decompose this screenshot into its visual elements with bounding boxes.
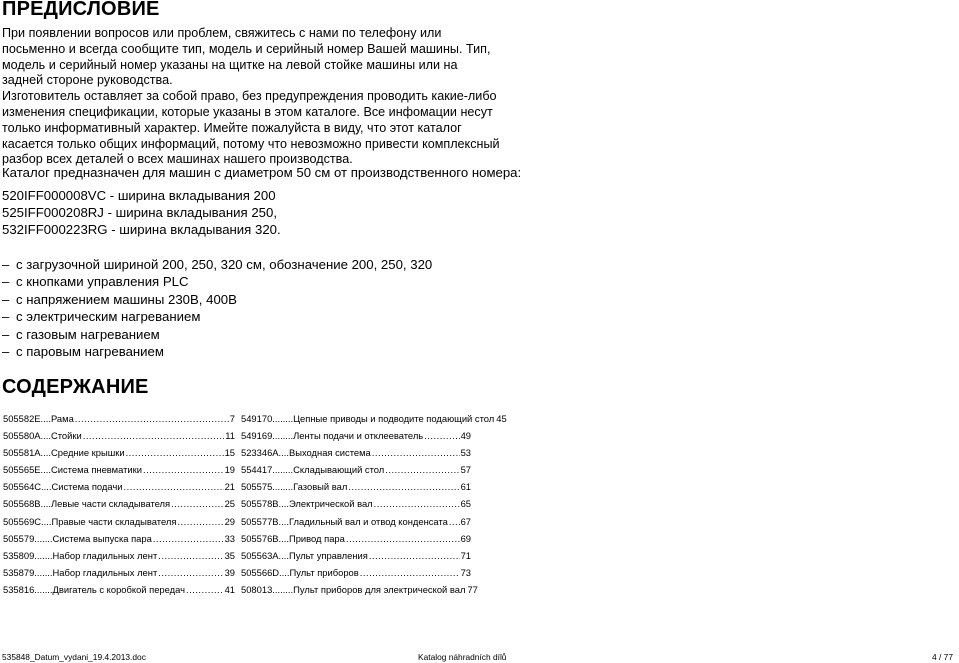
toc-entry-leader bbox=[153, 530, 224, 547]
toc-entry-page: 67 bbox=[460, 515, 471, 527]
toc-entry-page: 11 bbox=[225, 430, 235, 442]
toc-entry-leader bbox=[124, 478, 224, 495]
toc-entry-leader bbox=[346, 530, 460, 547]
intro-paragraph-contact: При появлении вопросов или проблем, свяжитесь с нами по телефону или посьменно и всегда сообщите тип, модель и серийный номер Вашей машины. Тип, модель и серийный номер указаны на щитке на левой стойке машины или на задней стороне руководства. bbox=[2, 26, 491, 88]
toc-entry-code: 508013........ bbox=[241, 583, 294, 595]
toc-entry[interactable] bbox=[241, 547, 471, 564]
toc-entry[interactable] bbox=[3, 427, 235, 444]
toc-entry-page: 29 bbox=[224, 515, 235, 527]
toc-entry-code: 549169........ bbox=[241, 430, 294, 442]
toc-entry-code: 505576B.... bbox=[241, 532, 289, 544]
toc-entry-code: 505575........ bbox=[241, 481, 294, 493]
toc-entry[interactable] bbox=[241, 564, 471, 581]
toc-entry-page: 15 bbox=[224, 447, 235, 459]
toc-entry[interactable] bbox=[241, 513, 471, 530]
model-item: 532IFF000223RG - ширина вкладывания 320. bbox=[2, 222, 281, 237]
toc-entry-title: Система подачи bbox=[51, 481, 123, 493]
toc-entry[interactable] bbox=[241, 581, 478, 598]
toc-entry[interactable] bbox=[3, 547, 235, 564]
toc-entry-title: Левые части складывателя bbox=[50, 498, 171, 510]
toc-entry-page: 73 bbox=[460, 566, 471, 578]
toc-entry-code: 505569C.... bbox=[3, 515, 52, 527]
toc-entry[interactable] bbox=[3, 495, 235, 512]
toc-entry-title: Набор гладильных лент bbox=[52, 549, 158, 561]
dash-bullet: – bbox=[2, 257, 10, 272]
toc-entry-code: 505577B.... bbox=[241, 515, 289, 527]
toc-entry-leader bbox=[374, 495, 460, 512]
toc-entry-page: 25 bbox=[224, 498, 235, 510]
toc-entry-leader bbox=[158, 564, 223, 581]
toc-entry-code: 505580A.... bbox=[3, 430, 51, 442]
toc-entry-code: 554417........ bbox=[241, 464, 294, 476]
toc-entry-leader bbox=[424, 427, 459, 444]
toc-column-right bbox=[241, 410, 507, 598]
model-item: 520IFF000008VC - ширина вкладывания 200 bbox=[2, 188, 276, 203]
toc-entry-page: 53 bbox=[460, 447, 471, 459]
toc-entry[interactable] bbox=[241, 478, 471, 495]
toc-entry-page: 41 bbox=[224, 583, 235, 595]
feature-item bbox=[2, 308, 522, 325]
toc-entry-title: Пульт управления bbox=[288, 549, 368, 561]
dash-bullet: – bbox=[2, 274, 10, 290]
toc-entry-code: 549170........ bbox=[241, 413, 294, 424]
dash-bullet: – bbox=[2, 309, 10, 325]
dash-bullet: – bbox=[2, 326, 10, 342]
toc-entry[interactable] bbox=[241, 410, 507, 427]
feature-item bbox=[2, 256, 522, 273]
toc-entry-leader bbox=[369, 547, 460, 564]
feature-text: с газовым нагреванием bbox=[16, 326, 160, 342]
toc-entry-page: 39 bbox=[224, 566, 235, 578]
feature-item bbox=[2, 273, 522, 290]
toc-entry-title: Рама bbox=[50, 413, 74, 424]
toc-entry[interactable] bbox=[3, 444, 235, 461]
toc-entry-leader bbox=[372, 444, 460, 461]
model-list bbox=[2, 187, 522, 238]
toc-entry-leader bbox=[360, 564, 460, 581]
feature-text: с загрузочной шириной 200, 250, 320 см, обозначение 200, 250, 320 bbox=[16, 257, 433, 272]
page-title-preface: ПРЕДИСЛОВИЕ bbox=[2, 0, 160, 20]
toc-entry-leader bbox=[186, 581, 224, 598]
catalog-scope bbox=[2, 164, 522, 238]
toc-entry-page: 35 bbox=[224, 549, 235, 561]
toc-entry-page: 77 bbox=[467, 583, 478, 595]
toc-entry-page: 45 bbox=[496, 413, 507, 424]
toc-entry-page: 19 bbox=[224, 464, 235, 476]
footer-page-number: 4 / 77 bbox=[932, 652, 953, 662]
toc-entry-code: 523346A.... bbox=[241, 447, 289, 459]
toc-entry-title: Гладильный вал и отвод конденсата bbox=[288, 515, 448, 527]
toc-entry[interactable] bbox=[3, 513, 235, 530]
toc-entry[interactable] bbox=[241, 444, 471, 461]
toc-entry-leader bbox=[83, 427, 225, 444]
toc-entry[interactable] bbox=[3, 478, 235, 495]
toc-entry-title: Пульт приборов для электрической вал bbox=[293, 583, 466, 595]
toc-entry-code: 535816....... bbox=[3, 583, 53, 595]
contents-heading: СОДЕРЖАНИЕ bbox=[2, 376, 149, 398]
toc-entry[interactable] bbox=[241, 461, 471, 478]
toc-entry-page: 61 bbox=[460, 481, 471, 493]
feature-list bbox=[2, 256, 522, 360]
toc-entry-page: 33 bbox=[224, 532, 235, 544]
model-item: 525IFF000208RJ - ширина вкладывания 250, bbox=[2, 205, 277, 220]
toc-entry[interactable] bbox=[3, 530, 235, 547]
footer-catalog-name: Katalog náhradních dílů bbox=[418, 652, 507, 662]
toc-entry-code: 535879....... bbox=[3, 566, 53, 578]
toc-entry-code: 505582E.... bbox=[3, 413, 51, 424]
toc-entry-code: 505579....... bbox=[3, 532, 53, 544]
toc-entry-page: 21 bbox=[224, 481, 235, 493]
toc-entry-title: Система выпуска пара bbox=[52, 532, 152, 544]
feature-text: с паровым нагреванием bbox=[16, 343, 164, 359]
toc-entry-leader bbox=[449, 513, 460, 530]
toc-entry[interactable] bbox=[241, 427, 471, 444]
toc-entry-title: Складывающий стол bbox=[293, 464, 385, 476]
toc-entry-leader bbox=[158, 547, 223, 564]
toc-entry-title: Газовый вал bbox=[293, 481, 348, 493]
toc-entry-code: 505564C.... bbox=[3, 481, 52, 493]
toc-entry-title: Цепные приводы и подводите подающий стол bbox=[293, 413, 495, 424]
toc-entry-code: 505568B.... bbox=[3, 498, 51, 510]
toc-entry-leader bbox=[126, 444, 224, 461]
footer-document-name: 535848_Datum_vydani_19.4.2013.doc bbox=[2, 652, 146, 662]
feature-text: с напряжением машины 230В, 400В bbox=[16, 291, 237, 307]
toc-entry[interactable] bbox=[3, 461, 235, 478]
toc-entry-leader bbox=[348, 478, 459, 495]
toc-entry-title: Правые части складывателя bbox=[51, 515, 177, 527]
toc-column-left bbox=[3, 410, 235, 598]
toc-entry-leader bbox=[171, 495, 223, 512]
toc-entry-code: 505566D.... bbox=[241, 566, 290, 578]
toc-entry-code: 505578B.... bbox=[241, 498, 289, 510]
toc-entry-code: 505565E.... bbox=[3, 464, 51, 476]
feature-item bbox=[2, 343, 522, 360]
toc-entry-page: 71 bbox=[460, 549, 471, 561]
toc-entry-title: Ленты подачи и отклееватель bbox=[293, 430, 424, 442]
toc-entry[interactable] bbox=[3, 564, 235, 581]
toc-entry-page: 49 bbox=[460, 430, 471, 442]
page-footer bbox=[0, 651, 959, 663]
toc-entry-page: 69 bbox=[460, 532, 471, 544]
feature-item bbox=[2, 326, 522, 343]
toc-entry[interactable] bbox=[241, 530, 471, 547]
toc-entry-code: 535809....... bbox=[3, 549, 53, 561]
dash-bullet: – bbox=[2, 343, 10, 359]
toc-entry[interactable] bbox=[3, 410, 235, 427]
catalog-intro-text: Каталог предназначен для машин с диаметром 50 см от производственного номера: bbox=[2, 165, 522, 180]
feature-text: с электрическим нагреванием bbox=[16, 309, 201, 325]
toc-entry-title: Выходная система bbox=[288, 447, 371, 459]
toc-entry[interactable] bbox=[3, 581, 235, 598]
feature-item bbox=[2, 291, 522, 308]
dash-bullet: – bbox=[2, 291, 10, 307]
toc-entry[interactable] bbox=[241, 495, 471, 512]
intro-paragraph-disclaimer: Изготовитель оставляет за собой право, без предупреждения проводить какие-либо изменения спецификации, которые указаны в этом каталоге. Все инфомации несут только информативный характер. Имейте пожалуйста в виду, что этот каталог касается только общих информаций, потому что невозможно привести комплексный разбор всех деталей о всех машинах нашего производства. bbox=[2, 89, 500, 167]
toc-entry-title: Стойки bbox=[50, 430, 82, 442]
toc-entry-page: 57 bbox=[460, 464, 471, 476]
toc-entry-title: Двигатель с коробкой передач bbox=[52, 583, 186, 595]
toc-entry-leader bbox=[75, 410, 229, 427]
toc-entry-page: 7 bbox=[229, 413, 235, 424]
toc-entry-title: Привод пара bbox=[288, 532, 345, 544]
toc-entry-leader bbox=[385, 461, 459, 478]
intro-text bbox=[2, 26, 502, 168]
feature-text: с кнопками управления PLC bbox=[16, 274, 189, 290]
toc-entry-title: Пульт приборов bbox=[289, 566, 359, 578]
toc-entry-title: Средние крышки bbox=[50, 447, 125, 459]
toc-entry-title: Набор гладильных лент bbox=[52, 566, 158, 578]
toc-entry-leader bbox=[143, 461, 224, 478]
toc-entry-title: Система пневматики bbox=[50, 464, 142, 476]
toc-entry-title: Электрической вал bbox=[288, 498, 373, 510]
toc-entry-code: 505563A.... bbox=[241, 549, 289, 561]
toc-entry-code: 505581A.... bbox=[3, 447, 51, 459]
toc-entry-leader bbox=[177, 513, 223, 530]
toc-entry-page: 65 bbox=[460, 498, 471, 510]
